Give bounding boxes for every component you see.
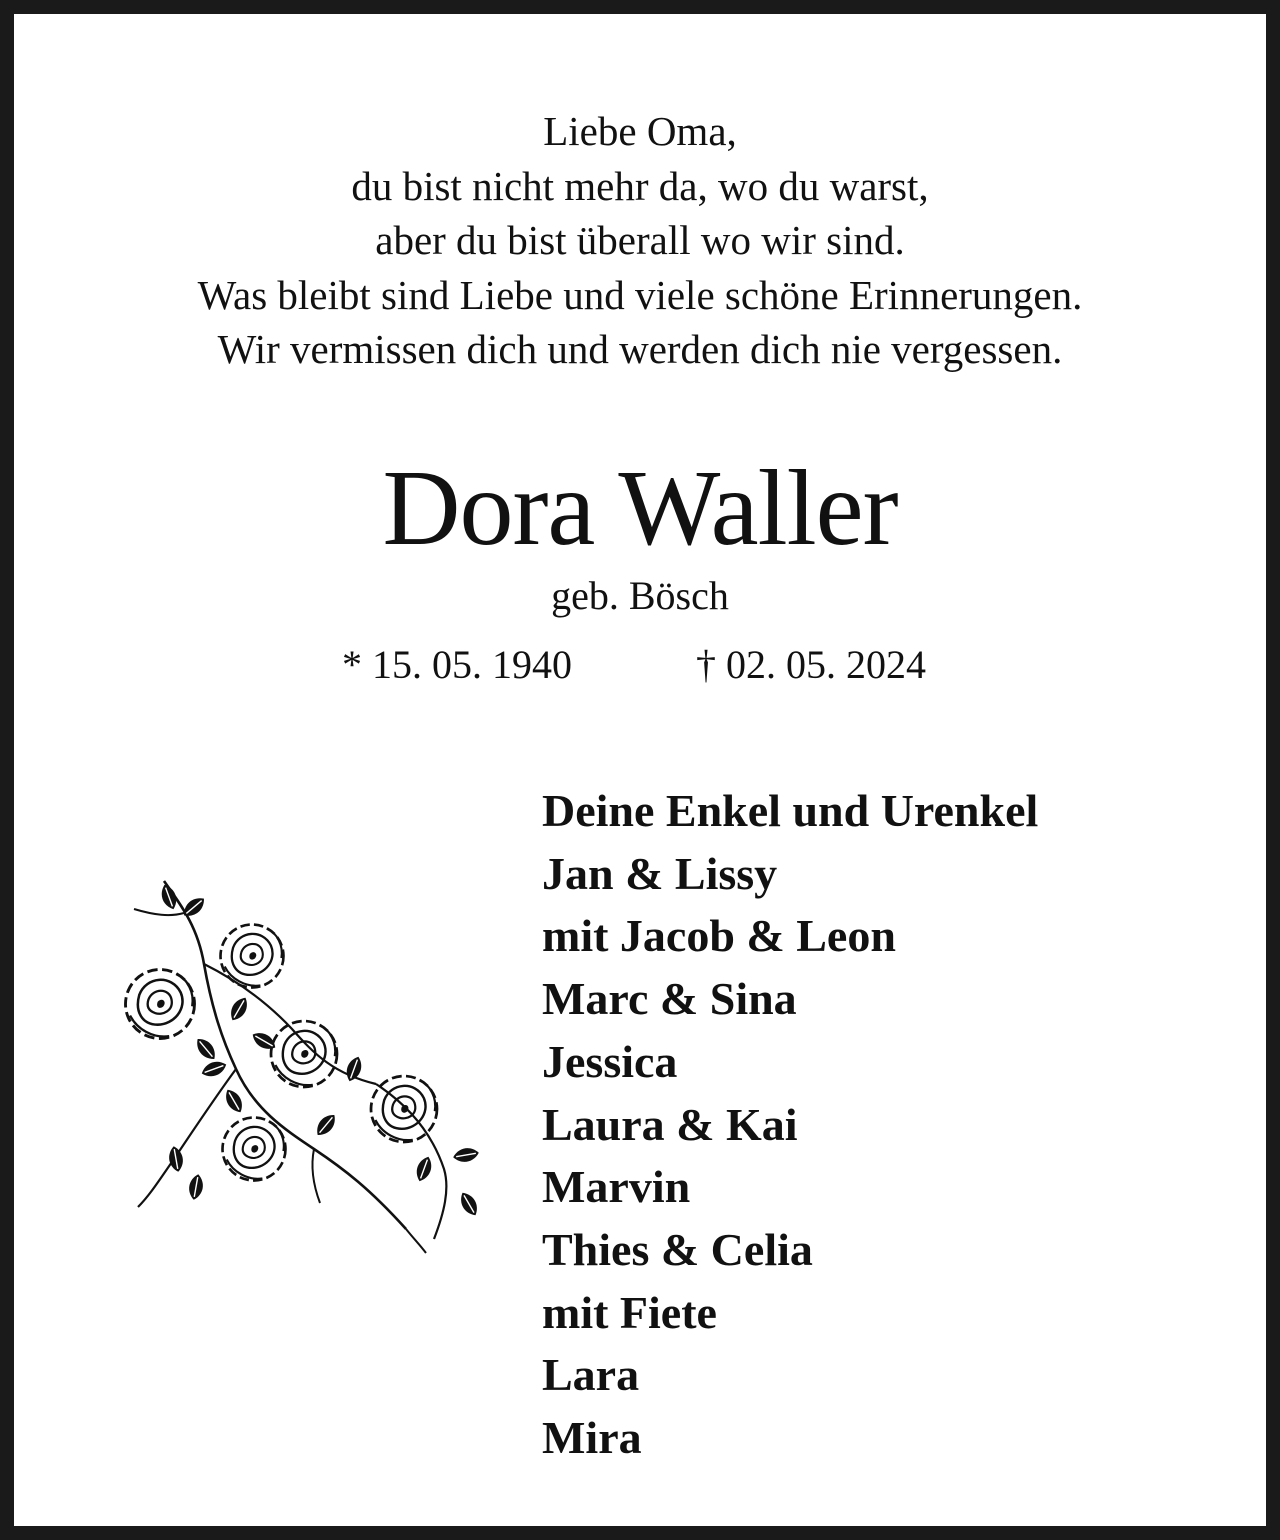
mourner-name: Jan & Lissy [542,847,778,899]
poem-line: Wir vermissen dich und werden dich nie vergessen. [217,326,1063,372]
mourner-name: Thies & Celia [542,1223,813,1275]
mourner-name: Mira [542,1412,642,1464]
poem-line: Liebe Oma, [543,108,737,154]
mourner-name: Lara [542,1349,640,1401]
roses-illustration-icon [114,869,494,1259]
poem-line: aber du bist überall wo wir sind. [375,217,905,263]
mourner-name: mit Fiete [542,1286,717,1338]
mourner-name: Marvin [542,1161,691,1213]
poem-line: du bist nicht mehr da, wo du warst, [351,162,929,209]
maiden-name: geb. Bösch [551,573,729,618]
mourner-name: Marc & Sina [542,973,797,1025]
birth-date: * 15. 05. 1940 [342,642,572,687]
memorial-poem [14,104,1266,377]
mourners-heading: Deine Enkel und Urenkel [542,785,1039,836]
mourner-name: Jessica [542,1035,678,1087]
poem-line: Was bleibt sind Liebe und viele schöne Erinnerungen. [197,271,1083,318]
death-date: † 02. 05. 2024 [696,642,926,687]
mourners-list [542,780,1038,1470]
deceased-name: Dora Waller [382,449,898,568]
mourner-name: mit Jacob & Leon [542,910,896,962]
mourner-name: Laura & Kai [542,1098,798,1150]
